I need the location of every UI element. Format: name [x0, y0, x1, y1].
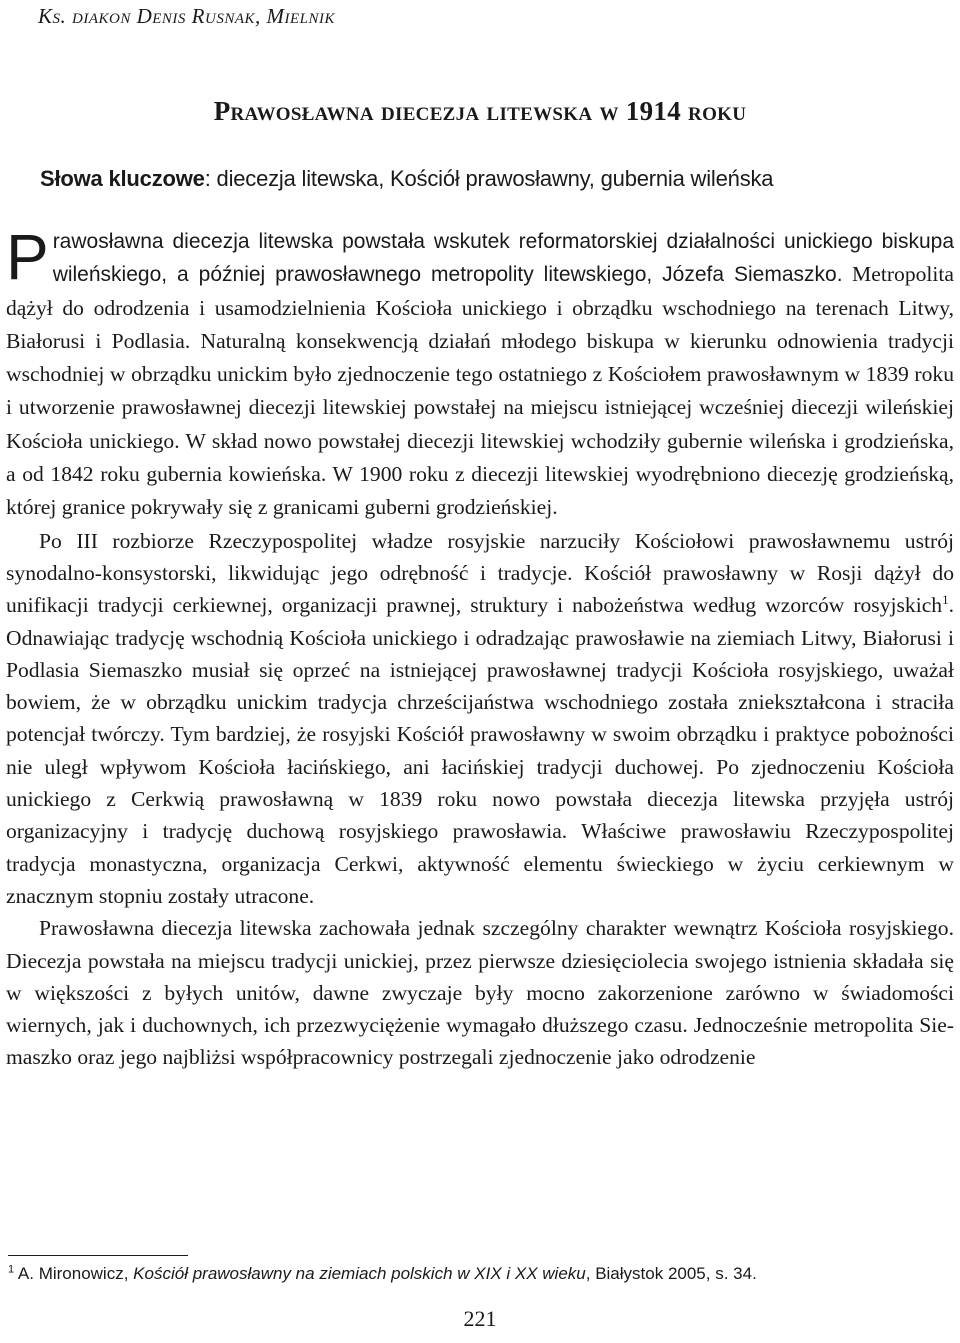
- footnote-author: A. Mironowicz,: [14, 1264, 134, 1283]
- paragraph-2: [6, 525, 954, 913]
- footnote-divider: [8, 1255, 188, 1256]
- article-title: Prawosławna diecezja litewska w 1914 roku: [213, 96, 747, 126]
- keywords-line: [40, 166, 950, 192]
- paragraph-2-part-b: . Odnawiając tradycję wschodnią Kościoła unickiego i odradzając prawosławie na ziemiach Litwy, Białorusi i Podlasia Siemaszko musiał się oprzeć na istniejącej prawosławnej tradycji Kościoła rosyjskiego, uważał bowiem, że w obrządku unickim tradycja chrześcijaństwa wschodniego została zniekształcona i straciła potencjał twórczy. Tym bardziej, że rosyjski Kościół prawosławny w swoim obrządku i praktyce pobożności nie uległ wpływom Kościoła łacińskiego, ani łacińskiej tradycji duchowej. Po zjednoczeniu Kościoła unickiego z Cerkwią prawosławną w 1839 roku nowo powstała diecezja litewska przyjęła ustrój organizacyjny i tradycję duchową rosyjskiego prawosławia. Właściwe prawosławiu Rzeczypospolitej tradycja monastyczna, organizacja Cerkwi, aktywność elementu świeckiego w życiu cerkiewnym w znacznym stopniu zostały utracone.: [6, 593, 954, 908]
- footnote-1: [8, 1264, 950, 1284]
- footnote-rest: , Białystok 2005, s. 34.: [585, 1264, 757, 1283]
- paragraph-1-body: Metropolita dążył do odrodzenia i usamodzielnienia Kościoła unickiego i obrządku wschodniego na terenach Litwy, Białorusi i Podlasia. Naturalną konsekwencją działań młodego biskupa w kierunku odnowienia tradycji wschodniej w obrządku unickim było zjednoczenie tego ostatniego z Kościołem prawosławnym w 1839 roku i utworzenie prawosławnej diecezji litewskiej powstałej na miejscu istniejącej wcześniej diecezji wileńskiej Kościoła unickiego. W skład nowo powstałej diecezji litewskiej wchodziły gubernie wileńska i grodzieńska, a od 1842 roku gubernia kowieńska. W 1900 roku z diecezji litewskiej wyodrębniono diecezję grodzieńską, której granice pokrywały się z granicami guberni grodzieńskiej.: [6, 262, 954, 520]
- paragraph-1: [6, 221, 954, 525]
- paragraph-3: Prawosławna diecezja litewska zachowała jednak szczególny charakter wewnątrz Kościoła rosyjskiego. Diecezja powstała na miejscu tradycji unickiej, przez pierwsze dziesięciolecia swojego istnienia składała się w większości z byłych unitów, dawne zwyczaje były mocno zakorzenione zarówno w świadomości wiernych, jak i duchownych, ich przezwyciężenie wymagało dłuższego czasu. Jednocześnie metropolita Siemaszko oraz jego najbliżsi współpracownicy postrzegali zjednoczenie jako odrodzenie: [6, 916, 954, 1070]
- keywords-label: Słowa kluczowe: [40, 166, 205, 191]
- footnote-number: 1: [8, 1263, 15, 1276]
- paragraph-2-part-a: Po III rozbiorze Rzeczypospolitej władze rosyjskie narzuciły Kościołowi prawosławnemu ustrój synodalno-konsystorski, likwidując jego odrębność i tradycje. Kościół prawosławny w Rosji dążył do unifikacji tradycji cerkiewnej, organizacji prawnej, struktury i nabożeństwa według wzorców rosyjskich: [6, 528, 954, 618]
- page-number: 221: [463, 1306, 497, 1331]
- drop-cap: P: [6, 221, 49, 293]
- footnote-title: Kościół prawosławny na ziemiach polskich w XIX i XX wieku: [133, 1264, 586, 1283]
- paragraph-1-lead: rawosławna diecezja litewska powstała wskutek reformatorskiej działalności unickiego biskupa wileńskiego, a później prawosławnego metropolity litewskiego, Józefa Siemaszko.: [52, 230, 954, 287]
- running-head: Ks. diakon Denis Rusnak, Mielnik: [38, 4, 335, 28]
- footnote-reference-1[interactable]: 1: [942, 592, 949, 608]
- body-text: [6, 221, 954, 1074]
- keywords-text: : diecezja litewska, Kościół prawosławny, gubernia wileńska: [204, 166, 774, 191]
